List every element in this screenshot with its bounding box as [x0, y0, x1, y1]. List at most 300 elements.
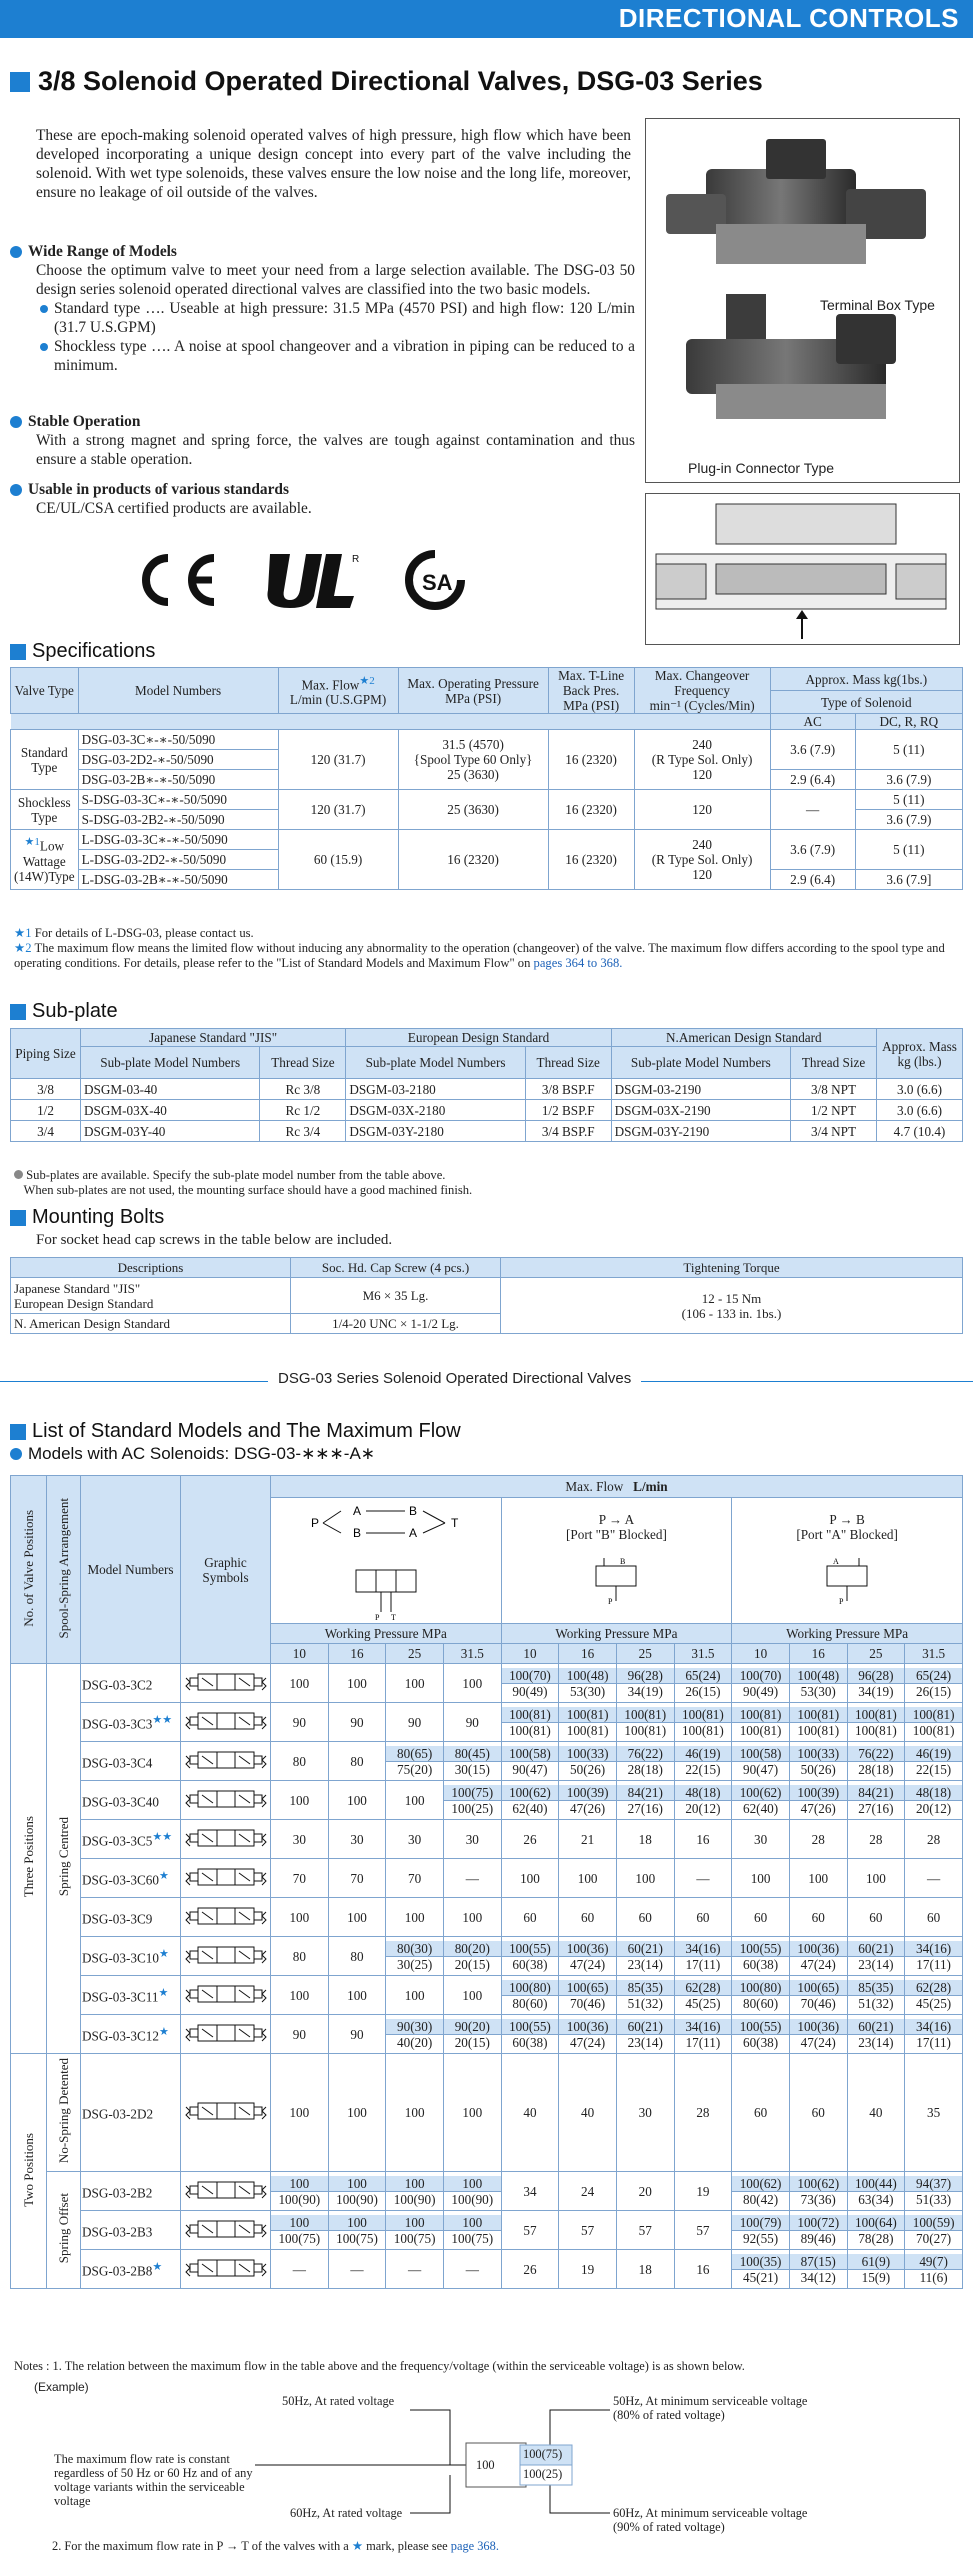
flow-value-top: 100(36) — [559, 1941, 616, 1957]
star-icon: ★ — [152, 2260, 163, 2273]
table-row — [11, 1820, 963, 1859]
flow-value-top: 100 — [329, 2176, 386, 2192]
flow-value-bottom: 51(32) — [627, 1995, 663, 2011]
positions-label: Two Positions — [21, 2132, 36, 2207]
flow-value-top: 34(16) — [675, 1941, 732, 1957]
flow-cell: 100 — [271, 2054, 329, 2172]
flow-value-bottom: 80(60) — [512, 1995, 548, 2011]
valve-type-low — [11, 830, 79, 890]
flow-cell — [386, 1742, 444, 1781]
flow-value-bottom: 23(14) — [627, 2034, 663, 2050]
flow-cell: 100 — [501, 1859, 559, 1898]
flow-value-top: 46(19) — [675, 1746, 732, 1762]
valve-symbol-icon — [351, 1560, 421, 1620]
flow-value-top: 100(44) — [848, 2176, 905, 2192]
flow-value-bottom: 20(12) — [685, 1800, 721, 1816]
flow-value-bottom: 17(11) — [685, 2034, 721, 2050]
flow-value-top: 100(36) — [559, 2019, 616, 2035]
star-icon: ★ — [158, 1986, 169, 1999]
flow-cell — [847, 2250, 905, 2289]
table-row — [11, 1976, 963, 2015]
th-ptob — [732, 1498, 963, 1624]
section-mounting-bolts — [10, 1206, 164, 1229]
flow-value-bottom: 90(49) — [512, 1683, 548, 1699]
flow-value-top: 100(81) — [790, 1707, 847, 1723]
flow-value-top: 100(72) — [790, 2215, 847, 2231]
flow-cell — [616, 1781, 674, 1820]
flow-cell — [501, 1703, 559, 1742]
flow-value-bottom: 20(15) — [454, 2034, 490, 2050]
star-icon: ★★ — [152, 1830, 173, 1843]
valve-graphic-symbol-icon — [184, 2021, 268, 2045]
flow-cell: 80 — [271, 1937, 329, 1976]
flow-value-top: 100(62) — [790, 2176, 847, 2192]
flow-cell — [847, 2172, 905, 2211]
flow-cell — [905, 2250, 963, 2289]
subplate-table — [10, 1028, 963, 1142]
flow-value-top: 100 — [386, 2215, 443, 2231]
flow-cell: 90 — [271, 2015, 329, 2054]
freq-note: R Type Sol. Only — [656, 752, 749, 767]
model-cell — [81, 2054, 181, 2172]
flow-cell — [847, 1976, 905, 2015]
graphic-symbol-cell — [181, 2015, 271, 2054]
max-flow-table — [10, 1475, 963, 2289]
flow-cell — [732, 1664, 790, 1703]
model-cell: L-DSG-03-3C∗-∗-50/5090 — [78, 830, 278, 850]
th-ptoa-circuit — [271, 1498, 502, 1624]
flow-cell — [443, 1781, 501, 1820]
torque-text: (106 - 133 in. 1bs.) — [681, 1305, 782, 1321]
section-square-icon — [10, 1424, 26, 1440]
ac-cell: — — [770, 790, 855, 830]
th-pressure: 10 — [501, 1644, 559, 1664]
flow-value-bottom: 23(14) — [858, 1956, 894, 1972]
th-changeover — [634, 668, 770, 714]
flow-cell — [674, 1664, 732, 1703]
valve-type-shockless: Shockless Type — [11, 790, 79, 830]
th-maxflow-label: Max. Flow — [565, 1479, 624, 1494]
cell: 1/2 BSP.F — [525, 1100, 611, 1121]
flow-cell: 26 — [501, 2250, 559, 2289]
flow-cell: 57 — [559, 2211, 617, 2250]
model-number: DSG-03-3C9 — [82, 1911, 153, 1927]
flow-cell — [905, 2172, 963, 2211]
flow-value-top: 100(80) — [732, 1980, 789, 1996]
flow-cell: 19 — [674, 2172, 732, 2211]
flow-value-bottom: 22(15) — [685, 1761, 721, 1777]
flow-cell — [674, 1976, 732, 2015]
flow-value-bottom: 100(81) — [624, 1722, 667, 1738]
flow-value-top: 76(22) — [617, 1746, 674, 1762]
feature-heading: Stable Operation — [28, 413, 141, 430]
flow-value-bottom: 73(36) — [800, 2191, 836, 2207]
th-ptoa-sub: [Port "B" Blocked] — [566, 1527, 667, 1542]
model-number: DSG-03-3C40 — [82, 1794, 159, 1810]
flow-cell: 80 — [271, 1742, 329, 1781]
pressure-cell: 16 (2320) — [398, 830, 548, 890]
flow-value-bottom: 23(14) — [858, 2034, 894, 2050]
flow-cell — [905, 1781, 963, 1820]
feature-body: With a strong magnet and spring force, the valves are tough against contamination and thus ensure a stable operation. — [36, 432, 635, 468]
flow-value-bottom: 100(81) — [912, 1722, 955, 1738]
intro-paragraph: These are epoch-making solenoid operated valves of high pressure, high flow which have been developed incorporating a unique design concept into every part of the valve including the solenoid. With wet type solenoids, these valves ensure the low noise and the long life, moreover, ensure no leakage of oil outside of the valves. — [36, 127, 631, 201]
spec-note-2 — [14, 941, 964, 971]
table-row — [11, 1742, 963, 1781]
flow-cell — [616, 2015, 674, 2054]
star-icon: ★1 — [14, 926, 32, 940]
flow-cell: 28 — [847, 1820, 905, 1859]
certification-marks — [130, 548, 470, 612]
flow-value-top: 100(55) — [732, 2019, 789, 2035]
flow-value-top: 100 — [386, 2176, 443, 2192]
flow-value-top: 60(21) — [617, 2019, 674, 2035]
flow-value-bottom: 47(24) — [570, 2034, 606, 2050]
model-number: DSG-03-3C5 — [82, 1833, 153, 1849]
table-row — [11, 1859, 963, 1898]
flow-value-bottom: 17(11) — [916, 1956, 951, 1972]
th-pressure: 25 — [386, 1644, 444, 1664]
flow-cell: 100 — [328, 1976, 386, 2015]
flow-value-top: 85(35) — [617, 1980, 674, 1996]
table-row — [11, 1664, 963, 1703]
svg-text:T: T — [390, 1612, 396, 1620]
th-maxflow-unit: L/min — [633, 1479, 668, 1494]
flow-cell — [674, 1937, 732, 1976]
flow-value-top: 100(81) — [502, 1707, 559, 1723]
note-text: When sub-plates are not used, the mounting surface should have a good machined finish. — [23, 1183, 473, 1197]
flow-cell: 40 — [501, 2054, 559, 2172]
star-icon: ★ — [158, 1869, 169, 1882]
dc-cell: 5 (11) — [855, 730, 962, 770]
flow-value-top: 100(36) — [790, 1941, 847, 1957]
flow-cell: 28 — [674, 2054, 732, 2172]
th-spool — [47, 1476, 81, 1664]
flow-value-top: 100 — [271, 2215, 328, 2231]
flow-cell: 57 — [616, 2211, 674, 2250]
flow-value-top: 49(7) — [905, 2254, 962, 2270]
freq-cell: 120 — [634, 790, 770, 830]
flow-value-bottom: 11(6) — [919, 2269, 948, 2285]
model-cell — [81, 2172, 181, 2211]
note-text: mark, please see — [366, 2539, 448, 2553]
model-cell: DSG-03-2B∗-∗-50/5090 — [78, 770, 278, 790]
flow-cell: 100 — [443, 1898, 501, 1937]
ac-cell: 3.6 (7.9) — [770, 830, 855, 870]
model-number: DSG-03-2B2 — [82, 2185, 153, 2201]
th-wp: Working Pressure MPa — [732, 1624, 963, 1644]
flow-value-top: 100(59) — [905, 2215, 962, 2231]
cell: Rc 3/4 — [260, 1121, 346, 1142]
ac-cell: 2.9 (6.4) — [770, 870, 855, 890]
flow-value-top: 90(20) — [444, 2019, 501, 2035]
flow-value-top: 100(81) — [848, 1707, 905, 1723]
flow-value-bottom: 89(46) — [800, 2230, 836, 2246]
bullet-icon — [10, 1448, 22, 1460]
flow-cell — [905, 1937, 963, 1976]
desc-text: European Design Standard — [14, 1295, 154, 1311]
flow-cell: 100 — [443, 1664, 501, 1703]
feature-bullet-text: Standard type …. Useable at high pressure: 31.5 MPa (4570 PSI) and high flow: 120 L/min (31.7 U.S.GPM) — [54, 300, 635, 336]
svg-text:A: A — [408, 1525, 417, 1540]
flow-value-bottom: 92(55) — [742, 2230, 779, 2246]
th-positions — [11, 1476, 47, 1664]
flow-cell — [386, 1937, 444, 1976]
model-cell — [81, 1937, 181, 1976]
th-wp: Working Pressure MPa — [271, 1624, 502, 1644]
flow-value-bottom: 100(81) — [797, 1722, 840, 1738]
flow-value-bottom: 30(15) — [454, 1761, 490, 1777]
flow-cell: 60 — [905, 1898, 963, 1937]
flow-value-top: 100 — [271, 2176, 328, 2192]
table-row — [11, 2172, 963, 2211]
section-subplate — [10, 1000, 118, 1023]
svg-text:P: P — [839, 1597, 844, 1606]
star-icon: ★1 — [24, 836, 40, 849]
model-number: DSG-03-3C60 — [82, 1872, 159, 1888]
flow-value-top: 100(65) — [790, 1980, 847, 1996]
example-value-75: 100(75) — [523, 2447, 563, 2461]
cell: 3.0 (6.6) — [877, 1100, 963, 1121]
th-pressure: 10 — [271, 1644, 329, 1664]
flow-cell — [905, 1976, 963, 2015]
label-60hz-rated: 60Hz, At rated voltage — [290, 2506, 403, 2520]
flow-cell: 90 — [443, 1703, 501, 1742]
th-pressure: 31.5 — [674, 1644, 732, 1664]
flow-value-top: 34(16) — [905, 1941, 962, 1957]
th-pressure: 31.5 — [443, 1644, 501, 1664]
flow-cell — [789, 1781, 847, 1820]
flow-cell — [501, 1664, 559, 1703]
flow-cell — [616, 1976, 674, 2015]
model-cell — [81, 2015, 181, 2054]
valve-symbol-icon — [586, 1556, 646, 1606]
flow-value-bottom: 100(90) — [451, 2191, 494, 2207]
svg-text:P: P — [310, 1515, 319, 1530]
flow-value-bottom: 100(81) — [566, 1722, 609, 1738]
freq-cell: 240 (R Type Sol. Only) 120 — [634, 830, 770, 890]
th-model: Model Numbers — [78, 668, 278, 714]
th-spool-text: Spool-Spring Arrangement — [56, 1497, 71, 1639]
valve-graphic-symbol-icon — [184, 2256, 268, 2280]
feature-body: CE/UL/CSA certified products are available. — [36, 500, 312, 517]
flow-value-top: 46(19) — [905, 1746, 962, 1762]
th-ptob-sub: [Port "A" Blocked] — [796, 1527, 898, 1542]
cell: 3/8 NPT — [791, 1079, 877, 1100]
flow-value-top: 80(45) — [444, 1746, 501, 1762]
table-row — [11, 2211, 963, 2250]
example-label: (Example) — [34, 2380, 89, 2394]
screw-cell: M6 × 35 Lg. — [291, 1278, 501, 1314]
flow-value-bottom: 100(75) — [278, 2230, 321, 2246]
valve-graphic-symbol-icon — [184, 2217, 268, 2241]
flow-cell — [674, 1742, 732, 1781]
flow-value-bottom: 45(25) — [685, 1995, 721, 2011]
feature-heading: Usable in products of various standards — [28, 481, 289, 498]
th-ptoa-label: P → A — [598, 1512, 635, 1527]
flow-cell: 57 — [674, 2211, 732, 2250]
flow-cell: 60 — [789, 2054, 847, 2172]
flow-cell — [905, 2211, 963, 2250]
cell: DSGM-03-2190 — [611, 1079, 790, 1100]
flow-value-bottom: 20(15) — [454, 1956, 490, 1972]
flow-cell — [443, 2172, 501, 2211]
flow-value-bottom: 90(49) — [742, 1683, 779, 1699]
th-op-pressure: Max. Operating Pressure MPa (PSI) — [398, 668, 548, 714]
graphic-symbol-cell — [181, 2211, 271, 2250]
model-cell — [81, 2250, 181, 2289]
th-tline: Max. T-Line Back Pres. MPa (PSI) — [548, 668, 634, 714]
flow-value-bottom: 78(28) — [858, 2230, 894, 2246]
valve-graphic-symbol-icon — [184, 1904, 268, 1928]
flow-cell — [789, 2250, 847, 2289]
th-max-flow-label: Max. Flow — [301, 677, 360, 693]
th-pressure: 16 — [559, 1644, 617, 1664]
flow-value-bottom: 50(26) — [800, 1761, 836, 1777]
flow-value-bottom: 100(75) — [393, 2230, 436, 2246]
svg-text:B: B — [408, 1503, 417, 1518]
note-text: For details of L-DSG-03, please contact us. — [34, 926, 254, 940]
section-square-icon — [10, 1210, 26, 1226]
flow-value-bottom: 63(34) — [858, 2191, 894, 2207]
label-text: 50Hz, At minimum serviceable voltage — [613, 2394, 808, 2408]
flow-cell: 90 — [328, 1703, 386, 1742]
bullet-icon — [10, 484, 22, 496]
flow-cell: 90 — [386, 1703, 444, 1742]
flow-value-top: 100(70) — [502, 1668, 559, 1684]
th-pressure: 31.5 — [905, 1644, 963, 1664]
model-cell: S-DSG-03-3C∗-∗-50/5090 — [78, 790, 278, 810]
cell: DSGM-03Y-2190 — [611, 1121, 790, 1142]
caption-plugin-connector: Plug-in Connector Type — [688, 460, 835, 476]
flow-cell — [386, 2172, 444, 2211]
flow-cell — [559, 1976, 617, 2015]
subheading-suffix: ∗∗∗-A∗ — [301, 1444, 376, 1463]
th-na: N.American Design Standard — [611, 1029, 876, 1047]
section-heading: Sub-plate — [32, 1000, 118, 1022]
freq-note: R Type Sol. Only — [656, 852, 749, 867]
cell: 1/2 NPT — [791, 1100, 877, 1121]
model-cell: S-DSG-03-2B2-∗-50/5090 — [78, 810, 278, 830]
flow-cell — [559, 1781, 617, 1820]
list-subheading — [10, 1444, 375, 1464]
model-cell: DSG-03-2D2-∗-50/5090 — [78, 750, 278, 770]
flow-cell: 100 — [443, 1976, 501, 2015]
flow-cell — [847, 2211, 905, 2250]
graphic-symbol-cell — [181, 2172, 271, 2211]
flow-value-bottom: 60(38) — [512, 1956, 548, 1972]
flow-value-bottom: 20(12) — [916, 1800, 952, 1816]
flow-value-bottom: 75(20) — [397, 1761, 433, 1777]
ul-mark-icon — [260, 550, 360, 610]
page-link[interactable]: page 368. — [450, 2539, 499, 2553]
flow-cell: 30 — [732, 1820, 790, 1859]
flow-cell — [501, 1781, 559, 1820]
flow-cell — [386, 2211, 444, 2250]
valve-graphic-symbol-icon — [184, 1787, 268, 1811]
th-mass: Approx. Mass kg(1bs.) — [770, 668, 962, 691]
flow-cell: 100 — [443, 2054, 501, 2172]
flow-cell — [732, 1976, 790, 2015]
flow-value-top: 100(39) — [790, 1785, 847, 1801]
valve-graphic-symbol-icon — [184, 1748, 268, 1772]
flow-value-bottom: 100(25) — [451, 1800, 494, 1816]
flow-cell: 18 — [616, 2250, 674, 2289]
flow-value-bottom: 26(15) — [685, 1683, 721, 1699]
flow-value-bottom: 100(90) — [393, 2191, 436, 2207]
flow-cell: 60 (15.9) — [278, 830, 398, 890]
cell: Rc 3/8 — [260, 1079, 346, 1100]
star-icon: ★ — [351, 2539, 363, 2553]
flow-value-bottom: 60(38) — [742, 2034, 779, 2050]
spool-no-spring — [47, 2054, 81, 2172]
flow-value-bottom: 15(9) — [861, 2269, 891, 2285]
cross-section-drawing — [645, 493, 960, 645]
flow-cell — [674, 1781, 732, 1820]
th-ac: AC — [770, 714, 855, 730]
model-cell — [81, 1703, 181, 1742]
flow-cell — [789, 1976, 847, 2015]
flow-value-top: 100(81) — [617, 1707, 674, 1723]
flow-value-bottom: 34(19) — [858, 1683, 894, 1699]
flow-value-top: 100(62) — [732, 1785, 789, 1801]
th-model: Sub-plate Model Numbers — [346, 1047, 525, 1079]
cell: DSGM-03X-40 — [81, 1100, 260, 1121]
cell: 3/8 BSP.F — [525, 1079, 611, 1100]
flow-cell: 100 — [271, 1898, 329, 1937]
label-60hz-min — [613, 2506, 807, 2534]
flow-cell — [847, 1703, 905, 1742]
flow-cell: — — [271, 2250, 329, 2289]
pages-link[interactable]: pages 364 to 368. — [533, 956, 623, 970]
flow-cell — [501, 1742, 559, 1781]
flow-cell — [732, 2172, 790, 2211]
flow-cell: 120 (31.7) — [278, 730, 398, 790]
flow-value-top: 100(58) — [502, 1746, 559, 1762]
flow-value-bottom: 60(38) — [512, 2034, 548, 2050]
graphic-symbol-cell — [181, 1976, 271, 2015]
freq-value: 120 — [692, 767, 712, 782]
note-text: The maximum flow means the limited flow without inducing any abnormality to the operation (changeover) of the valve. The maximum flow differs according to the spool type and operating conditions. For details, please refer to the "List of Standard Models and Maximum Flow" on — [14, 941, 945, 970]
flow-value-top: 94(37) — [905, 2176, 962, 2192]
feature-heading: Wide Range of Models — [28, 243, 177, 260]
th-screw: Soc. Hd. Cap Screw (4 pcs.) — [291, 1258, 501, 1278]
example-value-25: 100(25) — [523, 2467, 563, 2481]
star-icon: ★ — [158, 1947, 169, 1960]
flow-cell: 60 — [616, 1898, 674, 1937]
table-row — [11, 1937, 963, 1976]
flow-cell: 60 — [847, 1898, 905, 1937]
flow-value-top: 62(28) — [905, 1980, 962, 1996]
flow-value-bottom: 28(18) — [627, 1761, 663, 1777]
bullet-icon — [14, 1170, 23, 1179]
model-number: DSG-03-3C4 — [82, 1755, 153, 1771]
flow-cell — [616, 1703, 674, 1742]
flow-cell — [789, 1664, 847, 1703]
flow-cell — [328, 2172, 386, 2211]
flow-cell: 100 — [328, 1781, 386, 1820]
th-max-flow-unit: L/min (U.S.GPM) — [289, 692, 387, 708]
flow-value-top: 100(55) — [732, 1941, 789, 1957]
desc-cell — [11, 1278, 291, 1314]
flow-cell: 40 — [559, 2054, 617, 2172]
flow-value-top: 80(65) — [386, 1746, 443, 1762]
flow-cell: 100 — [271, 1976, 329, 2015]
valve-type-label: Low Wattage (14W)Type — [14, 838, 75, 884]
flow-value-bottom: 100(81) — [855, 1722, 897, 1738]
flow-cell: 35 — [905, 2054, 963, 2172]
model-cell: L-DSG-03-2B∗-∗-50/5090 — [78, 870, 278, 890]
